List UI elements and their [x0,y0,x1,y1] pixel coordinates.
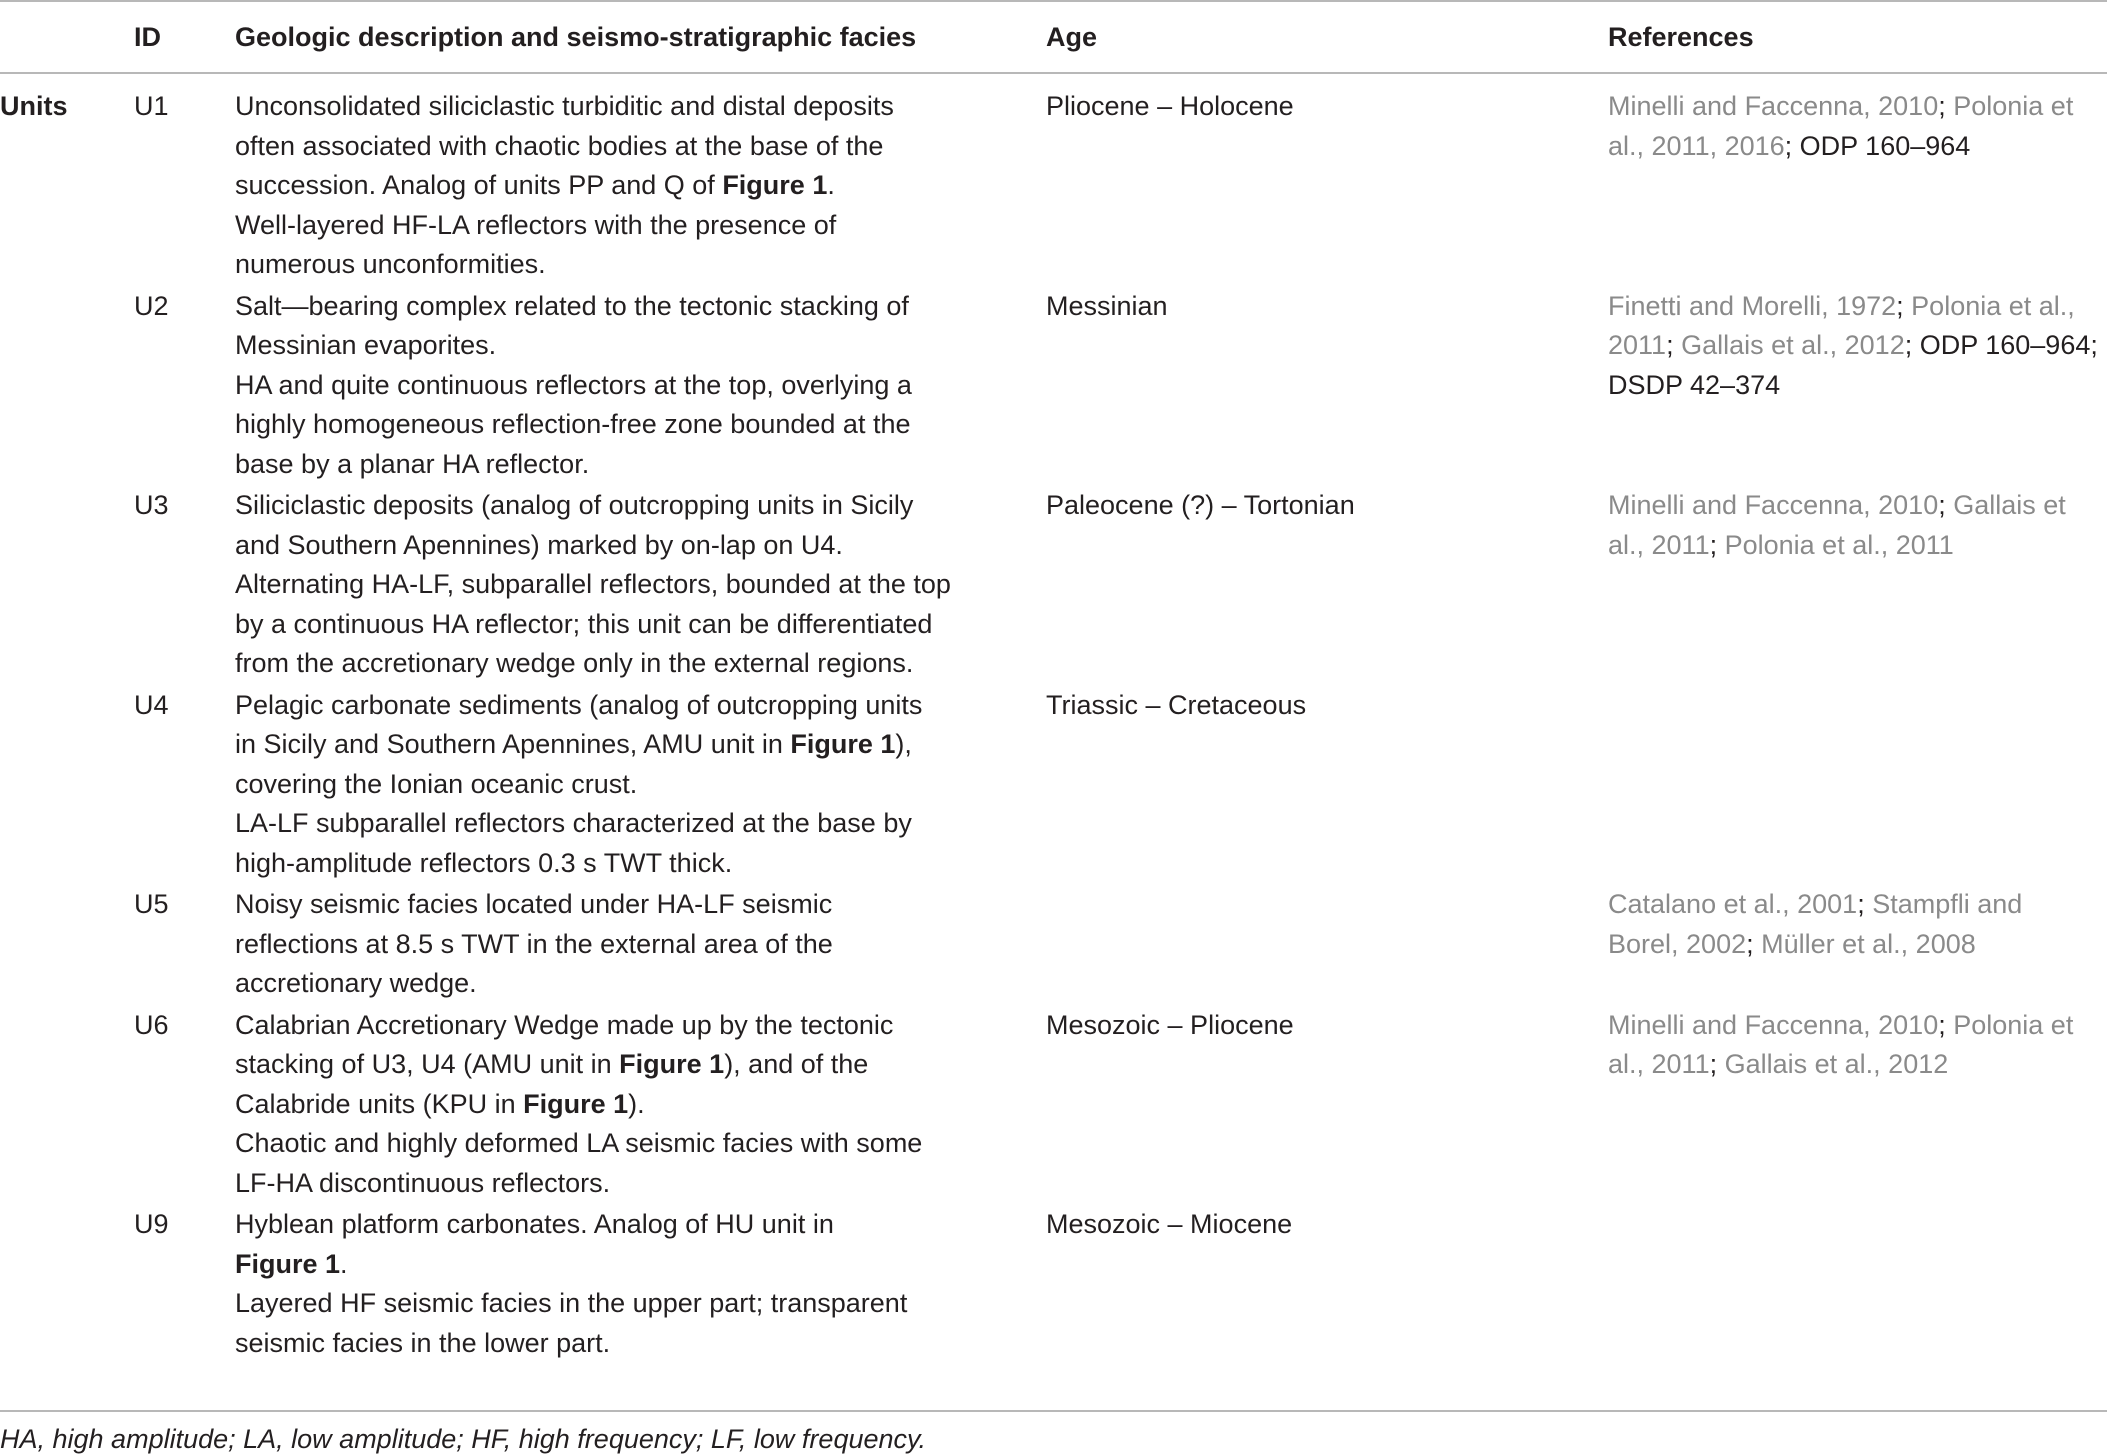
figure-reference: Figure 1 [523,1088,629,1119]
age-cell [1046,885,1608,1006]
description-text: Salt—bearing complex related to the tectonic stacking of [235,290,909,321]
table-header [0,1,2107,73]
description-line [235,644,1046,684]
header-references: References [1608,1,2107,73]
description-text: Noisy seismic facies located under HA-LF seismic [235,889,833,919]
references-text [1608,1006,2100,1085]
description-line [235,486,1046,526]
table-row-u5 [0,885,2107,1006]
unit-id-cell [134,287,235,487]
reference-text: ; [1938,490,1954,520]
reference-link[interactable]: Minelli and Faccenna, 2010 [1608,490,1939,520]
description-text: highly homogeneous reflection-free zone bounded at the [235,409,911,439]
reference-link[interactable]: Minelli and Faccenna, 2010 [1608,1009,1939,1040]
unit-id: U6 [134,1009,169,1040]
table-row-u3 [0,486,2107,686]
header-age: Age [1046,1,1608,73]
references-cell [1608,885,2107,1006]
references-cell [1608,1205,2107,1371]
description-line [235,765,1046,805]
description-line [235,925,1046,965]
reference-text: ; ODP 160–964; DSDP 42–374 [1608,330,2098,400]
table-row-u2 [0,287,2107,487]
reference-text: ; [1938,1009,1954,1040]
description-line [235,206,1046,246]
description-text: Messinian evaporites. [235,330,497,360]
reference-text: ; [1709,1049,1725,1079]
unit-id-cell [134,686,235,886]
age-cell [1046,287,1608,487]
description-line [235,1205,1046,1245]
unit-age: Paleocene (?) – Tortonian [1046,490,1355,520]
description-text: . [827,170,835,200]
reference-text: ; ODP 160–964 [1784,130,1971,161]
reference-link[interactable]: Gallais et al., 2012 [1724,1049,1949,1079]
description-text: accretionary wedge. [235,968,477,998]
reference-link[interactable]: Catalano et al., 2001 [1608,889,1858,919]
description-line [235,565,1046,605]
reference-link[interactable]: Stampfli and Borel, 2002 [1608,889,2023,959]
reference-link[interactable]: Polonia et al., 2011, 2016 [1608,91,2074,161]
description-text: from the accretionary wedge only in the external regions. [235,648,914,678]
unit-id: U3 [134,490,169,520]
description-text: Siliciclastic deposits (analog of outcropping units in Sicily [235,490,914,520]
description-cell [235,885,1046,1006]
age-cell [1046,486,1608,686]
description-text: Layered HF seismic facies in the upper part; transparent [235,1288,908,1318]
unit-id-cell [134,1205,235,1371]
description-cell [235,73,1046,287]
age-cell [1046,1006,1608,1206]
table-row-u4 [0,686,2107,886]
reference-text: ; [1709,529,1725,560]
unit-id-cell [134,73,235,287]
unit-age: Mesozoic – Miocene [1046,1209,1293,1239]
references-cell [1608,486,2107,686]
description-line [235,405,1046,445]
description-line [235,287,1046,327]
description-text: Well-layered HF-LA reflectors with the presence of [235,209,837,240]
description-text: HA and quite continuous reflectors at the top, overlying a [235,369,912,400]
reference-link[interactable]: Müller et al., 2008 [1761,928,1976,959]
group-cell [0,885,134,1006]
reference-text: ; [1896,290,1912,321]
description-line [235,526,1046,566]
group-label: Units [0,91,68,121]
description-line [235,445,1046,485]
description-line [235,127,1046,167]
reference-link[interactable]: Polonia et al., 2011 [1608,1009,2074,1079]
references-cell [1608,1006,2107,1206]
description-line [235,885,1046,925]
description-line [235,1245,1046,1285]
description-text: ), and of the [724,1049,869,1079]
header-description: Geologic description and seismo-stratigraphic facies [235,1,1046,73]
reference-link[interactable]: Polonia et al., 2011 [1724,529,1954,560]
description-cell [235,287,1046,487]
description-text: Alternating HA-LF, subparallel reflectors, bounded at the top [235,569,951,599]
figure-reference: Figure 1 [235,1248,341,1279]
group-cell [0,1205,134,1371]
reference-text: ; [1746,928,1762,959]
description-text: Chaotic and highly deformed LA seismic facies with some [235,1128,923,1158]
description-line [235,1006,1046,1046]
description-text: stacking of U3, U4 (AMU unit in [235,1049,620,1079]
age-cell [1046,73,1608,287]
references-cell [1608,287,2107,487]
header-id: ID [134,1,235,73]
description-text: seismic facies in the lower part. [235,1327,611,1358]
unit-id: U2 [134,290,169,321]
description-text: LA-LF subparallel reflectors characterized at the base by [235,808,912,838]
description-text: Unconsolidated siliciclastic turbiditic and distal deposits [235,91,894,121]
unit-age: Pliocene – Holocene [1046,91,1294,121]
description-text: succession. Analog of units PP and Q of [235,170,723,200]
description-text: and Southern Apennines) marked by on-lap on U4. [235,529,843,560]
unit-id-cell [134,486,235,686]
figure-reference: Figure 1 [790,729,896,759]
header-group [0,1,134,73]
description-text: LF-HA discontinuous reflectors. [235,1167,611,1198]
description-line [235,1085,1046,1125]
description-text: numerous unconformities. [235,249,546,279]
group-cell [0,486,134,686]
table-row-u6 [0,1006,2107,1206]
description-line [235,245,1046,285]
unit-age: Triassic – Cretaceous [1046,689,1307,720]
references-text [1608,87,2100,166]
description-text: in Sicily and Southern Apennines, AMU unit in [235,729,791,759]
unit-id: U9 [134,1209,169,1239]
description-line [235,1124,1046,1164]
description-line [235,844,1046,884]
reference-link[interactable]: Gallais et al., 2012 [1681,330,1905,360]
group-cell [0,686,134,886]
unit-id: U4 [134,689,169,720]
unit-age: Messinian [1046,290,1168,321]
unit-id: U5 [134,889,169,919]
references-text [1608,885,2100,964]
description-line [235,87,1046,127]
unit-age: Mesozoic – Pliocene [1046,1009,1294,1040]
figure-reference: Figure 1 [722,170,828,200]
description-line [235,166,1046,206]
header-row [0,1,2107,73]
description-line [235,1045,1046,1085]
group-cell [0,73,134,287]
description-text: covering the Ionian oceanic crust. [235,768,638,799]
table-body [0,73,2107,1371]
description-line [235,1284,1046,1324]
description-line [235,725,1046,765]
description-cell [235,1205,1046,1371]
description-line [235,686,1046,726]
reference-link[interactable]: Finetti and Morelli, 1972 [1608,290,1897,321]
reference-link[interactable]: Polonia et al., 2011 [1608,290,2075,360]
reference-text: ; [1938,91,1954,121]
description-line [235,804,1046,844]
reference-text: ; [1666,330,1682,360]
age-cell [1046,1205,1608,1371]
description-line [235,1164,1046,1204]
description-line [235,964,1046,1004]
description-text: ). [628,1088,645,1119]
description-cell [235,1006,1046,1206]
reference-link[interactable]: Minelli and Faccenna, 2010 [1608,91,1939,121]
references-text [1608,486,2100,565]
description-text: reflections at 8.5 s TWT in the external area of the [235,928,833,959]
description-text: Hyblean platform carbonates. Analog of HU unit in [235,1209,834,1239]
description-text: ), [895,729,912,759]
figure-reference: Figure 1 [619,1049,725,1079]
description-line [235,326,1046,366]
description-cell [235,486,1046,686]
unit-id-cell [134,1006,235,1206]
table-row-u9 [0,1205,2107,1371]
description-text: base by a planar HA reflector. [235,448,590,479]
references-text [1608,287,2100,406]
references-cell [1608,686,2107,886]
description-text: high-amplitude reflectors 0.3 s TWT thick. [235,847,733,878]
group-cell [0,287,134,487]
description-text: by a continuous HA reflector; this unit can be differentiated [235,608,933,639]
reference-link[interactable]: Gallais et al., 2011 [1608,490,2066,560]
description-line [235,605,1046,645]
description-text: Calabrian Accretionary Wedge made up by the tectonic [235,1009,894,1040]
description-cell [235,686,1046,886]
reference-text: ; [1857,889,1873,919]
references-cell [1608,73,2107,287]
description-line [235,366,1046,406]
table-footnote: HA, high amplitude; LA, low amplitude; HF, high frequency; LF, low frequency. [0,1410,2107,1456]
unit-id: U1 [134,91,169,121]
description-line [235,1324,1046,1364]
group-cell [0,1006,134,1206]
description-text: . [340,1248,348,1279]
table-row-u1 [0,73,2107,287]
description-text: Calabride units (KPU in [235,1088,524,1119]
unit-id-cell [134,885,235,1006]
description-text: Pelagic carbonate sediments (analog of outcropping units [235,689,923,720]
description-text: often associated with chaotic bodies at the base of the [235,130,884,161]
age-cell [1046,686,1608,886]
